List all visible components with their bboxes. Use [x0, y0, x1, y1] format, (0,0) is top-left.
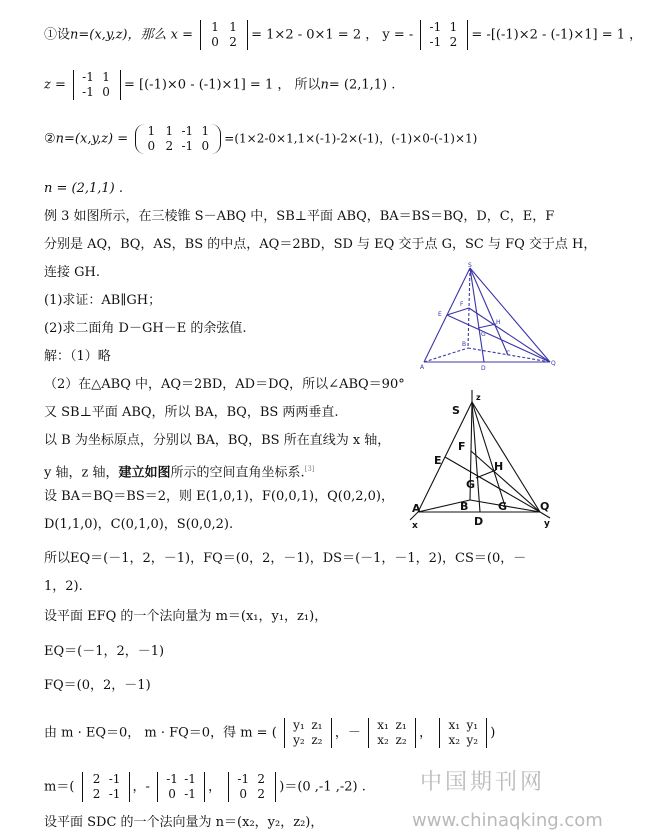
paragraph: 例 3 如图所示，在三棱锥 S－ABQ 中，SB⊥平面 ABQ，BA＝BS＝BQ，D，C，E，F — [44, 209, 555, 224]
formula-line-m-result: m＝( 2 -1 2 -1 ，- -1 -1 0 -1 ， -1 2 0 2 )＝(0 ,-1 ,-2) . — [44, 772, 366, 801]
label-H: H — [496, 319, 501, 326]
paragraph: 1，2). — [44, 579, 83, 594]
watermark-cn: 中国期刊网 — [420, 770, 546, 795]
pyramid-figure-1 — [418, 262, 558, 372]
paragraph: D(1,1,0)，C(0,1,0)，S(0,0,2). — [44, 517, 234, 532]
watermark-url: www.chinaqking.com — [412, 810, 603, 831]
paragraph: （2）在△ABQ 中，AQ＝2BD，AD＝DQ，所以∠ABQ＝90° — [44, 377, 405, 392]
paragraph: 设平面 SDC 的一个法向量为 n＝(x₂，y₂，z₂)， — [44, 815, 324, 830]
formula-line-4: n = (2,1,1) . — [44, 181, 124, 196]
label-D: D — [481, 365, 486, 372]
paragraph: EQ＝(－1，2，－1) — [44, 644, 165, 659]
label-B: B — [462, 341, 467, 348]
determinant: 1 1 0 2 — [200, 20, 248, 50]
paragraph: 分别是 AQ，BQ，AS，BS 的中点，AQ＝2BD，SD 与 EQ 交于点 G，SC 与 FQ 交于点 H， — [44, 237, 597, 252]
paragraph: 连接 GH. — [44, 265, 100, 280]
label-H: H — [494, 460, 504, 473]
label-E: E — [438, 311, 442, 318]
label-D: D — [474, 515, 484, 528]
paragraph: 又 SB⊥平面 ABQ，所以 BA，BQ，BS 两两垂直. — [44, 405, 339, 420]
label-G: G — [481, 331, 486, 338]
formula-line-1: ①设n=(x,y,z)，那么 x = 1 1 0 2 = 1×2 - 0×1 = 2 ， y = - -1 1 -1 2 = -[(-1)×2 - (-1)×1] = 1 ， — [44, 20, 643, 49]
pyramid-figure-2 — [400, 388, 560, 534]
paragraph: 所以EQ＝(－1，2，－1)，FQ＝(0，2，－1)，DS＝(－1，－1，2)，CS＝(0，－ — [44, 551, 527, 566]
determinant: -1 1 -1 0 — [73, 70, 121, 100]
label-E: E — [434, 454, 442, 467]
label-C: C — [506, 350, 511, 357]
label-S: S — [468, 262, 472, 269]
paragraph: (2)求二面角 D－GH－E 的余弦值. — [44, 321, 247, 336]
paragraph: 设平面 EFQ 的一个法向量为 m＝(x₁，y₁，z₁)， — [44, 609, 328, 624]
label-x: x — [412, 521, 418, 531]
label-F: F — [460, 301, 464, 308]
matrix: 1 1 -1 1 0 2 -1 0 — [135, 124, 221, 154]
label-A: A — [420, 364, 425, 371]
formula-line-3: ②n=(x,y,z) = 1 1 -1 1 0 2 -1 0=(1×2-0×1,1×(-1)-2×(-1)，(-1)×0-(-1)×1) — [44, 124, 478, 153]
label-F: F — [458, 440, 466, 453]
formula-line-2: z = -1 1 -1 0 = [(-1)×0 - (-1)×1] = 1 ， 所以n= (2,1,1) . — [44, 70, 396, 99]
label-G: G — [466, 478, 476, 491]
label-A: A — [412, 502, 421, 515]
paragraph: y 轴，z 轴，建立如图所示的空间直角坐标系.[3] — [44, 465, 315, 481]
label-B: B — [460, 500, 469, 513]
label-y: y — [544, 519, 550, 529]
paragraph: 解：（1）略 — [44, 349, 111, 364]
label-z: z — [476, 393, 481, 402]
label-S: S — [452, 404, 460, 417]
label-Q: Q — [551, 360, 556, 367]
label-Q: Q — [540, 500, 550, 513]
paragraph: 设 BA＝BQ＝BS＝2，则 E(1,0,1)，F(0,0,1)，Q(0,2,0)， — [44, 489, 394, 504]
paragraph: 以 B 为坐标原点，分别以 BA，BQ，BS 所在直线为 x 轴， — [44, 433, 391, 448]
paragraph: FQ＝(0，2，－1) — [44, 678, 151, 693]
formula-line-m: 由 m · EQ＝0， m · FQ＝0，得 m = ( y₁ z₁ y₂ z₂ ，－ x₁ z₁ x₂ z₂ ， x₁ y₁ x₂ y₂ ) — [44, 718, 496, 747]
determinant: -1 1 -1 2 — [420, 20, 468, 50]
paragraph: (1)求证：AB∥GH； — [44, 293, 162, 308]
label-C: G — [498, 500, 508, 513]
